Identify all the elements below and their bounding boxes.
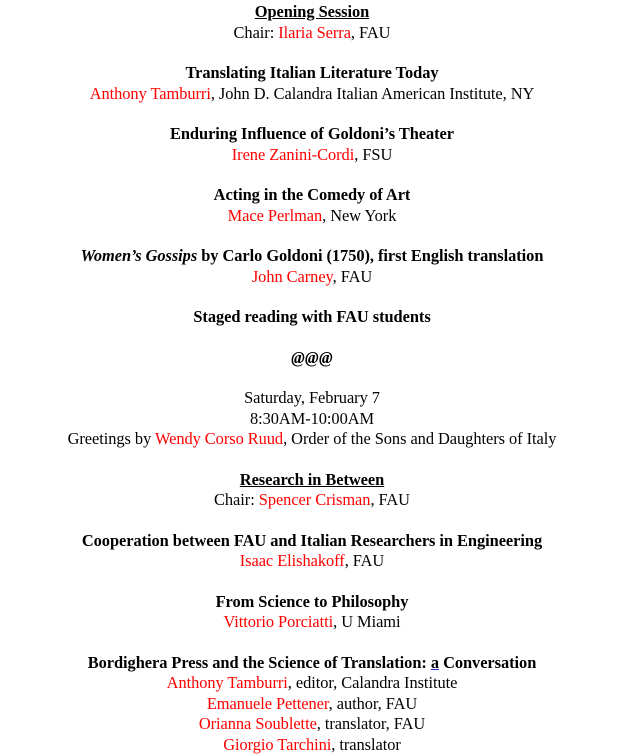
program-time: [0, 409, 624, 430]
spacer: [0, 165, 624, 185]
talk-title-3: [0, 185, 624, 206]
spacer: [0, 633, 624, 653]
panelist-row: [0, 714, 624, 735]
greetings-name: Wendy Corso Ruud: [154, 429, 284, 448]
chair-label: Chair:: [233, 22, 279, 42]
speaker-name: Isaac Elishakoff: [239, 551, 345, 570]
spacer: [0, 226, 624, 246]
talk-speaker-4: [0, 267, 624, 288]
spacer: [0, 328, 624, 348]
panel-title-part2: Conversation: [439, 652, 537, 672]
spacer: [0, 511, 624, 531]
speaker-affiliation: , John D. Calandra Italian American Institute, NY: [210, 83, 535, 103]
panelist-role: , translator, FAU: [316, 714, 426, 733]
session-heading-text: Opening Session: [254, 2, 370, 21]
talk-title-text: Enduring Influence of Goldoni’s Theater: [169, 124, 454, 143]
section-separator: [0, 348, 624, 369]
spacer: [0, 450, 624, 470]
session-heading-text: Research in Between: [239, 469, 385, 489]
talk-speaker-5: [0, 551, 624, 572]
panel-title-bordighera: [0, 653, 624, 674]
spacer: [0, 572, 624, 592]
work-title-italic: Women’s Gossips: [80, 246, 198, 265]
talk-title-text: Acting in the Comedy of Art: [213, 185, 411, 204]
speaker-affiliation: , FAU: [332, 266, 373, 286]
separator-text: @@@: [291, 347, 333, 367]
staged-reading-text: Staged reading with FAU students: [193, 307, 431, 326]
talk-speaker-1: [0, 84, 624, 105]
talk-title-1: [0, 63, 624, 84]
work-title-rest: by Carlo Goldoni (1750), first English translation: [197, 246, 544, 265]
session-chair-research: [0, 490, 624, 511]
talk-title-2: [0, 124, 624, 145]
chair-name: Spencer Crisman: [258, 490, 371, 509]
speaker-affiliation: , New York: [322, 205, 397, 225]
program-date: [0, 388, 624, 409]
spacer: [0, 43, 624, 63]
speaker-affiliation: , FSU: [354, 144, 393, 164]
time-text: 8:30AM-10:00AM: [249, 408, 375, 428]
greetings-label: Greetings by: [67, 429, 155, 448]
panelist-role: , author, FAU: [328, 693, 418, 713]
date-text: Saturday, February 7: [244, 388, 380, 407]
staged-reading-line: [0, 307, 624, 328]
talk-title-text: Translating Italian Literature Today: [185, 63, 439, 82]
chair-affiliation: , FAU: [370, 490, 410, 509]
chair-name: Ilaria Serra: [278, 22, 351, 42]
panelist-name: Orianna Soublette: [198, 714, 317, 733]
speaker-name: Irene Zanini-Cordi: [231, 144, 355, 164]
spacer: [0, 287, 624, 307]
talk-speaker-3: [0, 206, 624, 227]
speaker-name: Mace Perlman: [227, 205, 323, 225]
talk-title-text: From Science to Philosophy: [215, 591, 409, 611]
panel-title-part1: Bordighera Press and the Science of Translation:: [87, 652, 431, 672]
panelist-row: [0, 673, 624, 694]
chair-label: Chair:: [214, 490, 259, 509]
greetings-affiliation: , Order of the Sons and Daughters of Italy: [283, 429, 557, 448]
talk-speaker-2: [0, 145, 624, 166]
talk-title-text: Cooperation between FAU and Italian Researchers in Engineering: [81, 530, 543, 550]
panelist-role: , editor, Calandra Institute: [287, 673, 458, 692]
panelist-row: [0, 694, 624, 715]
speaker-affiliation: , FAU: [344, 551, 385, 570]
panelist-name: Giorgio Tarchini: [223, 734, 332, 754]
speaker-name: Vittorio Porciatti: [223, 612, 334, 631]
session-chair-opening: [0, 23, 624, 44]
talk-title-5: [0, 531, 624, 552]
speaker-name: John Carney: [251, 266, 333, 286]
speaker-name: Anthony Tamburri: [89, 83, 211, 103]
panelist-name: Emanuele Pettener: [206, 693, 329, 713]
greetings-line: [0, 429, 624, 450]
talk-speaker-6: [0, 612, 624, 633]
session-heading-opening: [0, 2, 624, 23]
talk-title-4: [0, 246, 624, 267]
talk-title-6: [0, 592, 624, 613]
chair-affiliation: , FAU: [350, 22, 391, 42]
session-heading-research: [0, 470, 624, 491]
panelist-name: Anthony Tamburri: [166, 673, 288, 692]
panel-title-link[interactable]: a: [430, 652, 440, 672]
spacer: [0, 104, 624, 124]
spacer: [0, 368, 624, 388]
panelist-role: , translator: [331, 734, 401, 754]
speaker-affiliation: , U Miami: [333, 612, 401, 631]
panelist-row: [0, 735, 624, 756]
